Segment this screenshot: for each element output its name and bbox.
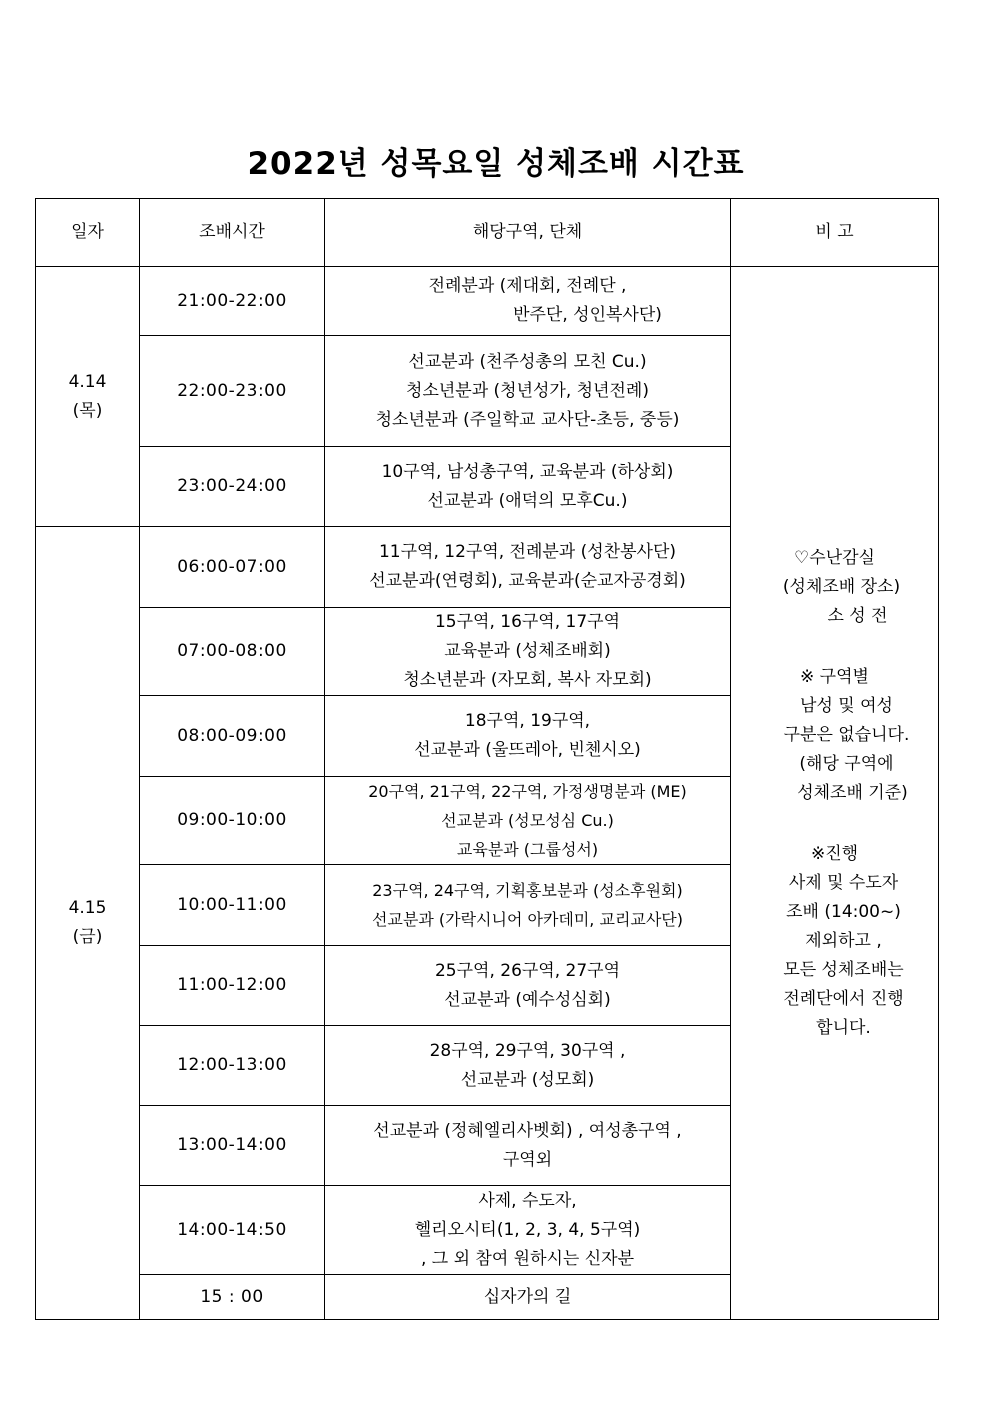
group-line: 반주단, 성인복사단): [513, 305, 662, 325]
notes-zone-line: 남성 및 여성: [800, 695, 893, 716]
group-line: 청소년분과 (자모회, 복사 자모회): [403, 670, 652, 690]
notes-prog-line: 제외하고 ,: [805, 930, 882, 951]
group-line: 구역외: [502, 1149, 553, 1170]
group-line: 교육분과 (그룹성서): [456, 840, 599, 859]
notes-cell: [731, 267, 939, 1320]
date-text: 4.14: [68, 371, 107, 392]
header-date: 일자: [36, 199, 140, 267]
group-cell: [325, 1186, 731, 1275]
group-line: 18구역, 19구역,: [464, 711, 591, 731]
group-line: 선교분과 (정혜엘리사벳회) , 여성총구역 ,: [373, 1120, 682, 1141]
group-cell: [325, 1275, 731, 1320]
notes-gap: [735, 631, 934, 663]
group-line: 교육분과 (성체조배회): [444, 641, 611, 661]
header-group: 해당구역, 단체: [325, 199, 731, 267]
group-line: 헬리오시티(1, 2, 3, 4, 5구역): [414, 1219, 641, 1240]
group-line: 10구역, 남성총구역, 교육분과 (하상회): [381, 461, 674, 482]
group-line: 십자가의 길: [483, 1286, 572, 1307]
group-cell: [325, 447, 731, 527]
date-cell-thursday: [36, 267, 140, 527]
time-cell: 11:00-12:00: [140, 946, 325, 1026]
notes-prog-line: 사제 및 수도자: [788, 872, 899, 893]
group-line: 사제, 수도자,: [478, 1190, 577, 1211]
group-cell: [325, 777, 731, 865]
group-line: 11구역, 12구역, 전례분과 (성찬봉사단): [378, 542, 677, 562]
time-cell: 06:00-07:00: [140, 527, 325, 608]
group-line: 선교분과 (성모회): [460, 1069, 595, 1090]
day-text: (금): [72, 927, 103, 947]
table-row: [36, 267, 939, 336]
group-line: 선교분과(연령회), 교육분과(순교자공경회): [369, 571, 686, 591]
group-cell: [325, 336, 731, 447]
notes-zone-line: 성체조배 기준): [797, 782, 908, 803]
time-cell: 08:00-09:00: [140, 696, 325, 777]
notes-prog-line: 조배 (14:00~): [786, 901, 901, 922]
notes-zone-line: 구분은 없습니다.: [783, 724, 910, 745]
group-line: 청소년분과 (주일학교 교사단-초등, 중등): [375, 409, 680, 430]
group-line: 25구역, 26구역, 27구역: [434, 960, 621, 981]
group-cell: [325, 696, 731, 777]
time-cell: 22:00-23:00: [140, 336, 325, 447]
notes-place-name: 소 성 전: [827, 605, 888, 626]
notes-prog-line: 합니다.: [816, 1017, 871, 1038]
group-line: 선교분과 (천주성총의 모친 Cu.): [408, 351, 647, 372]
date-cell-friday: [36, 527, 140, 1320]
group-line: 선교분과 (울뜨레아, 빈첸시오): [414, 740, 641, 760]
time-cell: 12:00-13:00: [140, 1026, 325, 1106]
group-cell: [325, 608, 731, 696]
group-line: 15구역, 16구역, 17구역: [434, 612, 621, 632]
time-cell: 21:00-22:00: [140, 267, 325, 336]
time-cell: 23:00-24:00: [140, 447, 325, 527]
page-title: 2022년 성목요일 성체조배 시간표: [247, 146, 745, 182]
schedule-table: [35, 198, 939, 1320]
notes-prog-label: ※진행: [810, 843, 859, 864]
notes-gap: [735, 808, 934, 840]
day-text: (목): [72, 400, 103, 421]
group-cell: [325, 1106, 731, 1186]
header-row: [36, 199, 939, 267]
notes-place-label: ♡수난감실: [794, 547, 875, 568]
group-cell: [325, 865, 731, 946]
group-cell: [325, 527, 731, 608]
time-cell: 15 : 00: [140, 1275, 325, 1320]
group-line: 28구역, 29구역, 30구역 ,: [429, 1040, 626, 1061]
group-line: 선교분과 (성모성심 Cu.): [441, 811, 614, 830]
time-cell: 13:00-14:00: [140, 1106, 325, 1186]
group-line: , 그 외 참여 원하시는 신자분: [420, 1248, 635, 1269]
notes-place-paren: (성체조배 장소): [782, 576, 901, 597]
time-cell: 14:00-14:50: [140, 1186, 325, 1275]
time-cell: 09:00-10:00: [140, 777, 325, 865]
date-text: 4.15: [68, 898, 107, 918]
group-line: 20구역, 21구역, 22구역, 가정생명분과 (ME): [368, 782, 687, 801]
notes-zone-line: (해당 구역에: [799, 753, 894, 774]
header-note: 비 고: [731, 199, 939, 267]
header-time: 조배시간: [140, 199, 325, 267]
group-line: 선교분과 (예수성심회): [444, 989, 611, 1010]
group-line: 선교분과 (가락시니어 아카데미, 교리교사단): [371, 910, 684, 929]
group-line: 23구역, 24구역, 기획홍보분과 (성소후원회): [372, 881, 683, 900]
time-cell: 07:00-08:00: [140, 608, 325, 696]
time-cell: 10:00-11:00: [140, 865, 325, 946]
group-cell: [325, 946, 731, 1026]
group-line: 청소년분과 (청년성가, 청년전례): [406, 380, 649, 401]
group-cell: [325, 1026, 731, 1106]
group-line: 전례분과 (제대회, 전례단 ,: [428, 276, 627, 296]
notes-prog-line: 전례단에서 진행: [783, 988, 904, 1009]
notes-zone-label: ※ 구역별: [800, 666, 869, 687]
group-cell: [325, 267, 731, 336]
notes-prog-line: 모든 성체조배는: [783, 959, 904, 980]
group-line: 선교분과 (애덕의 모후Cu.): [427, 490, 628, 511]
